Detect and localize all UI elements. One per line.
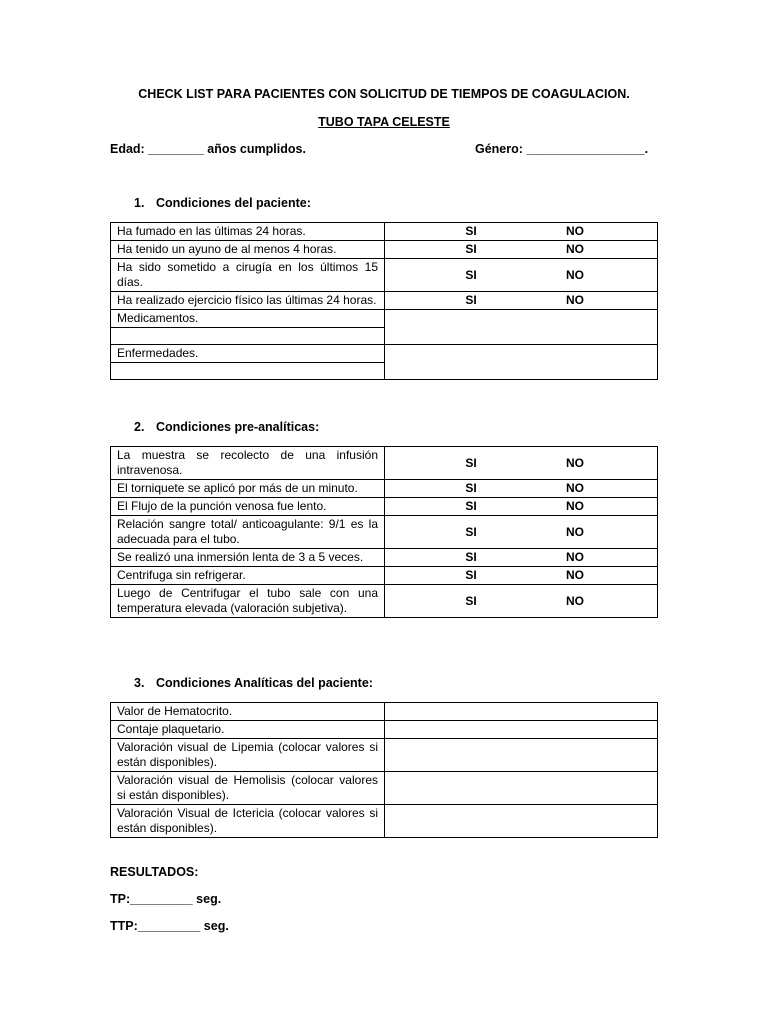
- question-cell: Luego de Centrifugar el tubo sale con una temperatura elevada (valoración subjetiva).: [111, 585, 385, 618]
- question-cell: La muestra se recolecto de una infusión intravenosa.: [111, 447, 385, 480]
- si-option[interactable]: SI: [465, 481, 477, 495]
- table-row: [111, 721, 658, 739]
- question-cell: Valoración visual de Hemolisis (colocar valores si están disponibles).: [111, 772, 385, 805]
- answer-cell: [385, 447, 658, 480]
- question-cell: Contaje plaquetario.: [111, 721, 385, 739]
- section2-heading: [134, 420, 319, 434]
- question-cell: El Flujo de la punción venosa fue lento.: [111, 498, 385, 516]
- enfermedades-blank[interactable]: [111, 363, 385, 380]
- si-option[interactable]: SI: [465, 267, 477, 282]
- answer-cell: [385, 585, 658, 618]
- si-option[interactable]: SI: [465, 550, 477, 564]
- table-row: [111, 345, 658, 363]
- question-cell: Valoración Visual de Ictericia (colocar valores si están disponibles).: [111, 805, 385, 838]
- answer-cell: [385, 567, 658, 585]
- table-row: [111, 447, 658, 480]
- answer-cell: [385, 292, 658, 310]
- si-option[interactable]: SI: [465, 224, 477, 238]
- no-option[interactable]: NO: [566, 224, 584, 238]
- si-option[interactable]: SI: [465, 593, 477, 608]
- value-input[interactable]: [385, 805, 658, 838]
- table-row: [111, 259, 658, 292]
- tp-field[interactable]: TP:_________ seg.: [110, 892, 222, 906]
- value-input[interactable]: [385, 739, 658, 772]
- answer-cell: [385, 241, 658, 259]
- question-cell: Valoración visual de Lipemia (colocar valores si están disponibles).: [111, 739, 385, 772]
- section1-title: Condiciones del paciente:: [156, 196, 311, 210]
- medicamentos-label: Medicamentos.: [111, 310, 385, 328]
- no-option[interactable]: NO: [566, 550, 584, 564]
- section3-title: Condiciones Analíticas del paciente:: [156, 676, 373, 690]
- table-row: [111, 739, 658, 772]
- table-row: [111, 703, 658, 721]
- answer-cell: [385, 498, 658, 516]
- no-option[interactable]: NO: [566, 524, 584, 539]
- section3-heading: [134, 676, 373, 690]
- table-row: [111, 567, 658, 585]
- no-option[interactable]: NO: [566, 593, 584, 608]
- document-subtitle: TUBO TAPA CELESTE: [318, 115, 450, 129]
- ttp-field[interactable]: TTP:_________ seg.: [110, 919, 229, 933]
- si-option[interactable]: SI: [465, 499, 477, 513]
- answer-cell: [385, 223, 658, 241]
- document-title: CHECK LIST PARA PACIENTES CON SOLICITUD DE TIEMPOS DE COAGULACION.: [138, 87, 630, 101]
- answer-cell: [385, 549, 658, 567]
- question-cell: Centrifuga sin refrigerar.: [111, 567, 385, 585]
- table-row: [111, 805, 658, 838]
- medicamentos-input[interactable]: [385, 310, 658, 345]
- table-row: [111, 480, 658, 498]
- value-input[interactable]: [385, 721, 658, 739]
- table-row: [111, 772, 658, 805]
- si-option[interactable]: SI: [465, 242, 477, 256]
- table-row: [111, 292, 658, 310]
- no-option[interactable]: NO: [566, 293, 584, 307]
- no-option[interactable]: NO: [566, 455, 584, 470]
- si-option[interactable]: SI: [465, 524, 477, 539]
- section3-number: 3.: [134, 676, 145, 690]
- no-option[interactable]: NO: [566, 267, 584, 282]
- si-option[interactable]: SI: [465, 568, 477, 582]
- value-input[interactable]: [385, 772, 658, 805]
- table-row: [111, 241, 658, 259]
- edad-field: Edad: ________ años cumplidos.: [110, 142, 306, 156]
- no-option[interactable]: NO: [566, 568, 584, 582]
- section2-number: 2.: [134, 420, 145, 434]
- table-row: [111, 585, 658, 618]
- enfermedades-label: Enfermedades.: [111, 345, 385, 363]
- no-option[interactable]: NO: [566, 499, 584, 513]
- results-heading: RESULTADOS:: [110, 865, 199, 879]
- answer-cell: [385, 259, 658, 292]
- question-cell: Ha fumado en las últimas 24 horas.: [111, 223, 385, 241]
- section1-heading: [134, 196, 311, 210]
- table-row: [111, 310, 658, 328]
- question-cell: El torniquete se aplicó por más de un minuto.: [111, 480, 385, 498]
- question-cell: Ha tenido un ayuno de al menos 4 horas.: [111, 241, 385, 259]
- section1-number: 1.: [134, 196, 145, 210]
- section2-table: [110, 446, 658, 618]
- answer-cell: [385, 516, 658, 549]
- question-cell: Ha realizado ejercicio físico las últimas 24 horas.: [111, 292, 385, 310]
- si-option[interactable]: SI: [465, 293, 477, 307]
- enfermedades-input[interactable]: [385, 345, 658, 380]
- question-cell: Se realizó una inmersión lenta de 3 a 5 veces.: [111, 549, 385, 567]
- table-row: [111, 498, 658, 516]
- table-row: [111, 516, 658, 549]
- table-row: [111, 549, 658, 567]
- question-cell: Valor de Hematocrito.: [111, 703, 385, 721]
- question-cell: Ha sido sometido a cirugía en los últimos 15 días.: [111, 259, 385, 292]
- no-option[interactable]: NO: [566, 242, 584, 256]
- table-row: [111, 223, 658, 241]
- genero-field: Género: _________________.: [475, 142, 649, 156]
- medicamentos-blank[interactable]: [111, 328, 385, 345]
- section1-table: [110, 222, 658, 380]
- section2-title: Condiciones pre-analíticas:: [156, 420, 320, 434]
- question-cell: Relación sangre total/ anticoagulante: 9/1 es la adecuada para el tubo.: [111, 516, 385, 549]
- value-input[interactable]: [385, 703, 658, 721]
- answer-cell: [385, 480, 658, 498]
- no-option[interactable]: NO: [566, 481, 584, 495]
- section3-table: [110, 702, 658, 838]
- si-option[interactable]: SI: [465, 455, 477, 470]
